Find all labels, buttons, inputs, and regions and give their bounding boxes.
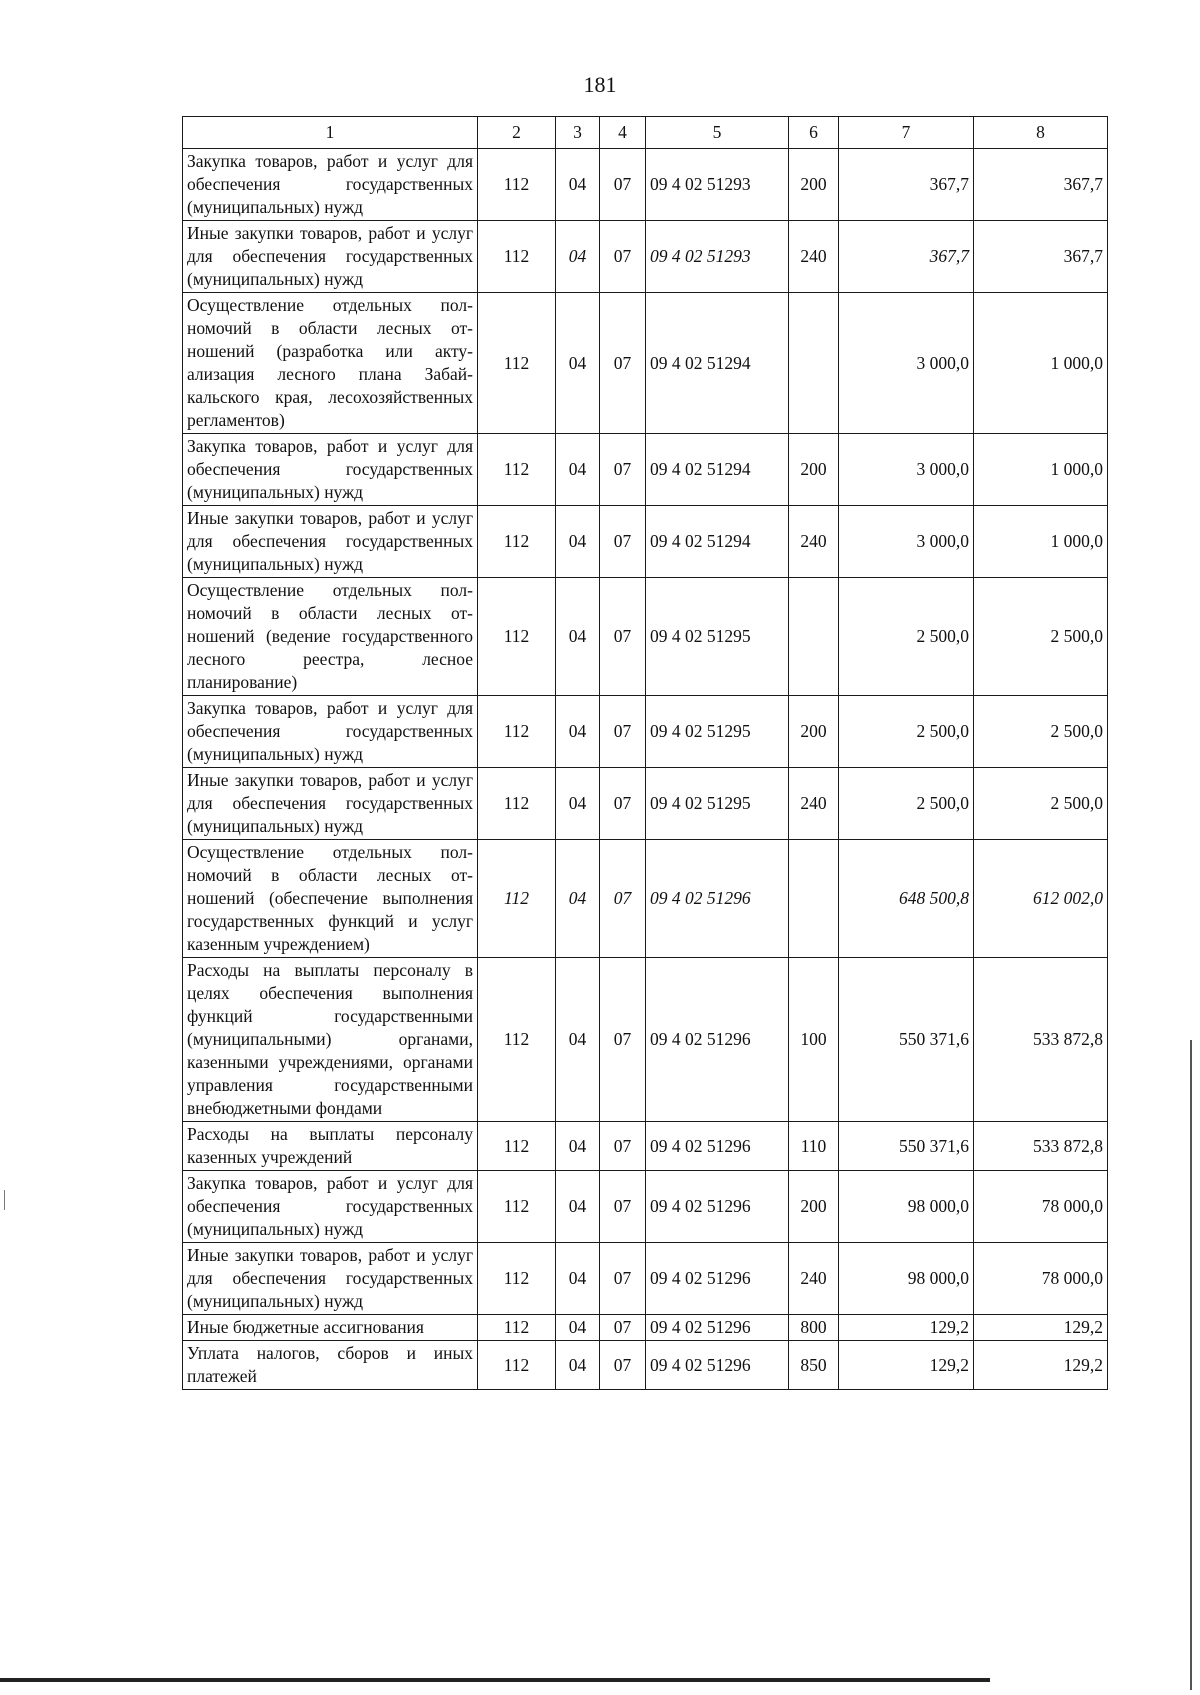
row-target-article: 09 4 02 51295	[646, 578, 789, 696]
row-ministry-code: 112	[478, 293, 556, 434]
row-ministry-code: 112	[478, 696, 556, 768]
row-section: 04	[556, 506, 600, 578]
row-name: Уплата налогов, сборов и иных платежей	[183, 1341, 478, 1390]
row-subsection: 07	[600, 1341, 646, 1390]
row-section: 04	[556, 840, 600, 958]
row-name: Иные закупки товаров, работ и услуг для обеспечения государственных (муниципальных) нужд	[183, 1243, 478, 1315]
table-row	[183, 506, 1108, 578]
row-amount-col8: 129,2	[974, 1341, 1108, 1390]
row-expense-type: 240	[789, 506, 839, 578]
row-subsection: 07	[600, 293, 646, 434]
row-target-article: 09 4 02 51293	[646, 221, 789, 293]
row-amount-col8: 367,7	[974, 221, 1108, 293]
row-expense-type: 240	[789, 221, 839, 293]
row-amount-col8: 1 000,0	[974, 293, 1108, 434]
row-target-article: 09 4 02 51293	[646, 149, 789, 221]
row-amount-col8: 2 500,0	[974, 768, 1108, 840]
row-amount-col7: 367,7	[839, 221, 974, 293]
row-target-article: 09 4 02 51296	[646, 1243, 789, 1315]
row-ministry-code: 112	[478, 434, 556, 506]
row-section: 04	[556, 1243, 600, 1315]
table-row	[183, 293, 1108, 434]
row-name: Расходы на выплаты персоналу в целях обеспечения выполнения функций государственными (муниципальными) органами, казенными учреждениями, органами управления государственными внебюджетными фондами	[183, 958, 478, 1122]
row-amount-col8: 2 500,0	[974, 578, 1108, 696]
row-expense-type: 200	[789, 149, 839, 221]
row-name: Иные закупки товаров, работ и услуг для обеспечения государственных (муниципальных) нужд	[183, 221, 478, 293]
row-subsection: 07	[600, 434, 646, 506]
row-amount-col7: 3 000,0	[839, 506, 974, 578]
row-ministry-code: 112	[478, 768, 556, 840]
row-amount-col8: 533 872,8	[974, 1122, 1108, 1171]
scan-border-right	[1190, 1040, 1192, 1690]
column-header: 4	[600, 117, 646, 149]
row-subsection: 07	[600, 696, 646, 768]
row-expense-type: 100	[789, 958, 839, 1122]
row-target-article: 09 4 02 51296	[646, 958, 789, 1122]
row-subsection: 07	[600, 1122, 646, 1171]
row-name: Иные бюджетные ассигнования	[183, 1315, 478, 1341]
column-header: 3	[556, 117, 600, 149]
row-amount-col7: 98 000,0	[839, 1171, 974, 1243]
row-target-article: 09 4 02 51294	[646, 434, 789, 506]
column-header: 7	[839, 117, 974, 149]
table-row	[183, 1315, 1108, 1341]
row-section: 04	[556, 1171, 600, 1243]
table-row	[183, 1122, 1108, 1171]
table-row	[183, 578, 1108, 696]
row-expense-type	[789, 293, 839, 434]
row-subsection: 07	[600, 221, 646, 293]
row-name: Иные закупки товаров, работ и услуг для обеспечения государственных (муниципальных) нужд	[183, 768, 478, 840]
row-section: 04	[556, 434, 600, 506]
table-row	[183, 1243, 1108, 1315]
row-target-article: 09 4 02 51296	[646, 1122, 789, 1171]
row-name: Осуществление отдельных полномочий в области лесных отношений (обеспечение выполнения государственных функций и услуг казенным учреждением)	[183, 840, 478, 958]
column-header: 6	[789, 117, 839, 149]
row-ministry-code: 112	[478, 1315, 556, 1341]
row-amount-col8: 78 000,0	[974, 1171, 1108, 1243]
row-name: Осуществление отдельных полномочий в области лесных отношений (разработка или актуализация лесного плана Забайкальского края, лесохозяйственных регламентов)	[183, 293, 478, 434]
row-section: 04	[556, 1122, 600, 1171]
row-expense-type	[789, 578, 839, 696]
table-row	[183, 221, 1108, 293]
row-subsection: 07	[600, 149, 646, 221]
row-section: 04	[556, 293, 600, 434]
row-name: Закупка товаров, работ и услуг для обеспечения государственных (муниципальных) нужд	[183, 1171, 478, 1243]
scan-border-left	[4, 1190, 5, 1210]
table-row	[183, 149, 1108, 221]
row-ministry-code: 112	[478, 221, 556, 293]
row-expense-type: 200	[789, 696, 839, 768]
row-subsection: 07	[600, 1171, 646, 1243]
row-section: 04	[556, 149, 600, 221]
row-section: 04	[556, 221, 600, 293]
row-amount-col7: 2 500,0	[839, 768, 974, 840]
row-expense-type: 200	[789, 1171, 839, 1243]
row-amount-col8: 1 000,0	[974, 434, 1108, 506]
row-name: Расходы на выплаты персоналу казенных учреждений	[183, 1122, 478, 1171]
row-ministry-code: 112	[478, 506, 556, 578]
table-row	[183, 840, 1108, 958]
row-expense-type: 110	[789, 1122, 839, 1171]
row-ministry-code: 112	[478, 578, 556, 696]
row-ministry-code: 112	[478, 1171, 556, 1243]
row-section: 04	[556, 958, 600, 1122]
row-expense-type: 240	[789, 768, 839, 840]
table-row	[183, 1171, 1108, 1243]
row-amount-col7: 648 500,8	[839, 840, 974, 958]
row-subsection: 07	[600, 840, 646, 958]
row-amount-col8: 367,7	[974, 149, 1108, 221]
column-header: 8	[974, 117, 1108, 149]
row-amount-col7: 2 500,0	[839, 696, 974, 768]
row-section: 04	[556, 768, 600, 840]
row-amount-col8: 2 500,0	[974, 696, 1108, 768]
row-amount-col7: 3 000,0	[839, 434, 974, 506]
row-name: Закупка товаров, работ и услуг для обеспечения государственных (муниципальных) нужд	[183, 149, 478, 221]
row-amount-col7: 367,7	[839, 149, 974, 221]
page-number: 181	[583, 72, 617, 97]
row-ministry-code: 112	[478, 840, 556, 958]
row-amount-col7: 2 500,0	[839, 578, 974, 696]
row-name: Закупка товаров, работ и услуг для обеспечения государственных (муниципальных) нужд	[183, 696, 478, 768]
row-amount-col7: 3 000,0	[839, 293, 974, 434]
row-amount-col8: 1 000,0	[974, 506, 1108, 578]
column-header: 2	[478, 117, 556, 149]
table-row	[183, 768, 1108, 840]
header-row	[183, 117, 1108, 149]
row-ministry-code: 112	[478, 1341, 556, 1390]
table-row	[183, 434, 1108, 506]
row-target-article: 09 4 02 51296	[646, 840, 789, 958]
row-target-article: 09 4 02 51296	[646, 1171, 789, 1243]
row-amount-col8: 533 872,8	[974, 958, 1108, 1122]
scan-border-bottom	[0, 1678, 990, 1682]
row-target-article: 09 4 02 51295	[646, 768, 789, 840]
row-ministry-code: 112	[478, 958, 556, 1122]
row-expense-type	[789, 840, 839, 958]
row-target-article: 09 4 02 51294	[646, 506, 789, 578]
table-row	[183, 958, 1108, 1122]
row-amount-col7: 129,2	[839, 1341, 974, 1390]
row-amount-col8: 129,2	[974, 1315, 1108, 1341]
row-expense-type: 800	[789, 1315, 839, 1341]
row-ministry-code: 112	[478, 149, 556, 221]
row-subsection: 07	[600, 506, 646, 578]
row-subsection: 07	[600, 578, 646, 696]
row-subsection: 07	[600, 1243, 646, 1315]
row-expense-type: 850	[789, 1341, 839, 1390]
row-ministry-code: 112	[478, 1122, 556, 1171]
row-subsection: 07	[600, 768, 646, 840]
row-target-article: 09 4 02 51296	[646, 1341, 789, 1390]
row-section: 04	[556, 578, 600, 696]
row-ministry-code: 112	[478, 1243, 556, 1315]
row-amount-col7: 129,2	[839, 1315, 974, 1341]
row-amount-col7: 98 000,0	[839, 1243, 974, 1315]
row-subsection: 07	[600, 958, 646, 1122]
column-header: 1	[183, 117, 478, 149]
table-row	[183, 1341, 1108, 1390]
row-target-article: 09 4 02 51294	[646, 293, 789, 434]
row-name: Осуществление отдельных полномочий в области лесных отношений (ведение государственного лесного реестра, лесное планирование)	[183, 578, 478, 696]
row-name: Закупка товаров, работ и услуг для обеспечения государственных (муниципальных) нужд	[183, 434, 478, 506]
row-section: 04	[556, 1341, 600, 1390]
column-header: 5	[646, 117, 789, 149]
row-expense-type: 200	[789, 434, 839, 506]
row-amount-col8: 612 002,0	[974, 840, 1108, 958]
row-section: 04	[556, 696, 600, 768]
row-expense-type: 240	[789, 1243, 839, 1315]
row-target-article: 09 4 02 51295	[646, 696, 789, 768]
row-amount-col7: 550 371,6	[839, 1122, 974, 1171]
row-subsection: 07	[600, 1315, 646, 1341]
row-target-article: 09 4 02 51296	[646, 1315, 789, 1341]
row-amount-col8: 78 000,0	[974, 1243, 1108, 1315]
row-amount-col7: 550 371,6	[839, 958, 974, 1122]
budget-table	[182, 116, 1108, 1390]
row-name: Иные закупки товаров, работ и услуг для обеспечения государственных (муниципальных) нужд	[183, 506, 478, 578]
table-row	[183, 696, 1108, 768]
row-section: 04	[556, 1315, 600, 1341]
